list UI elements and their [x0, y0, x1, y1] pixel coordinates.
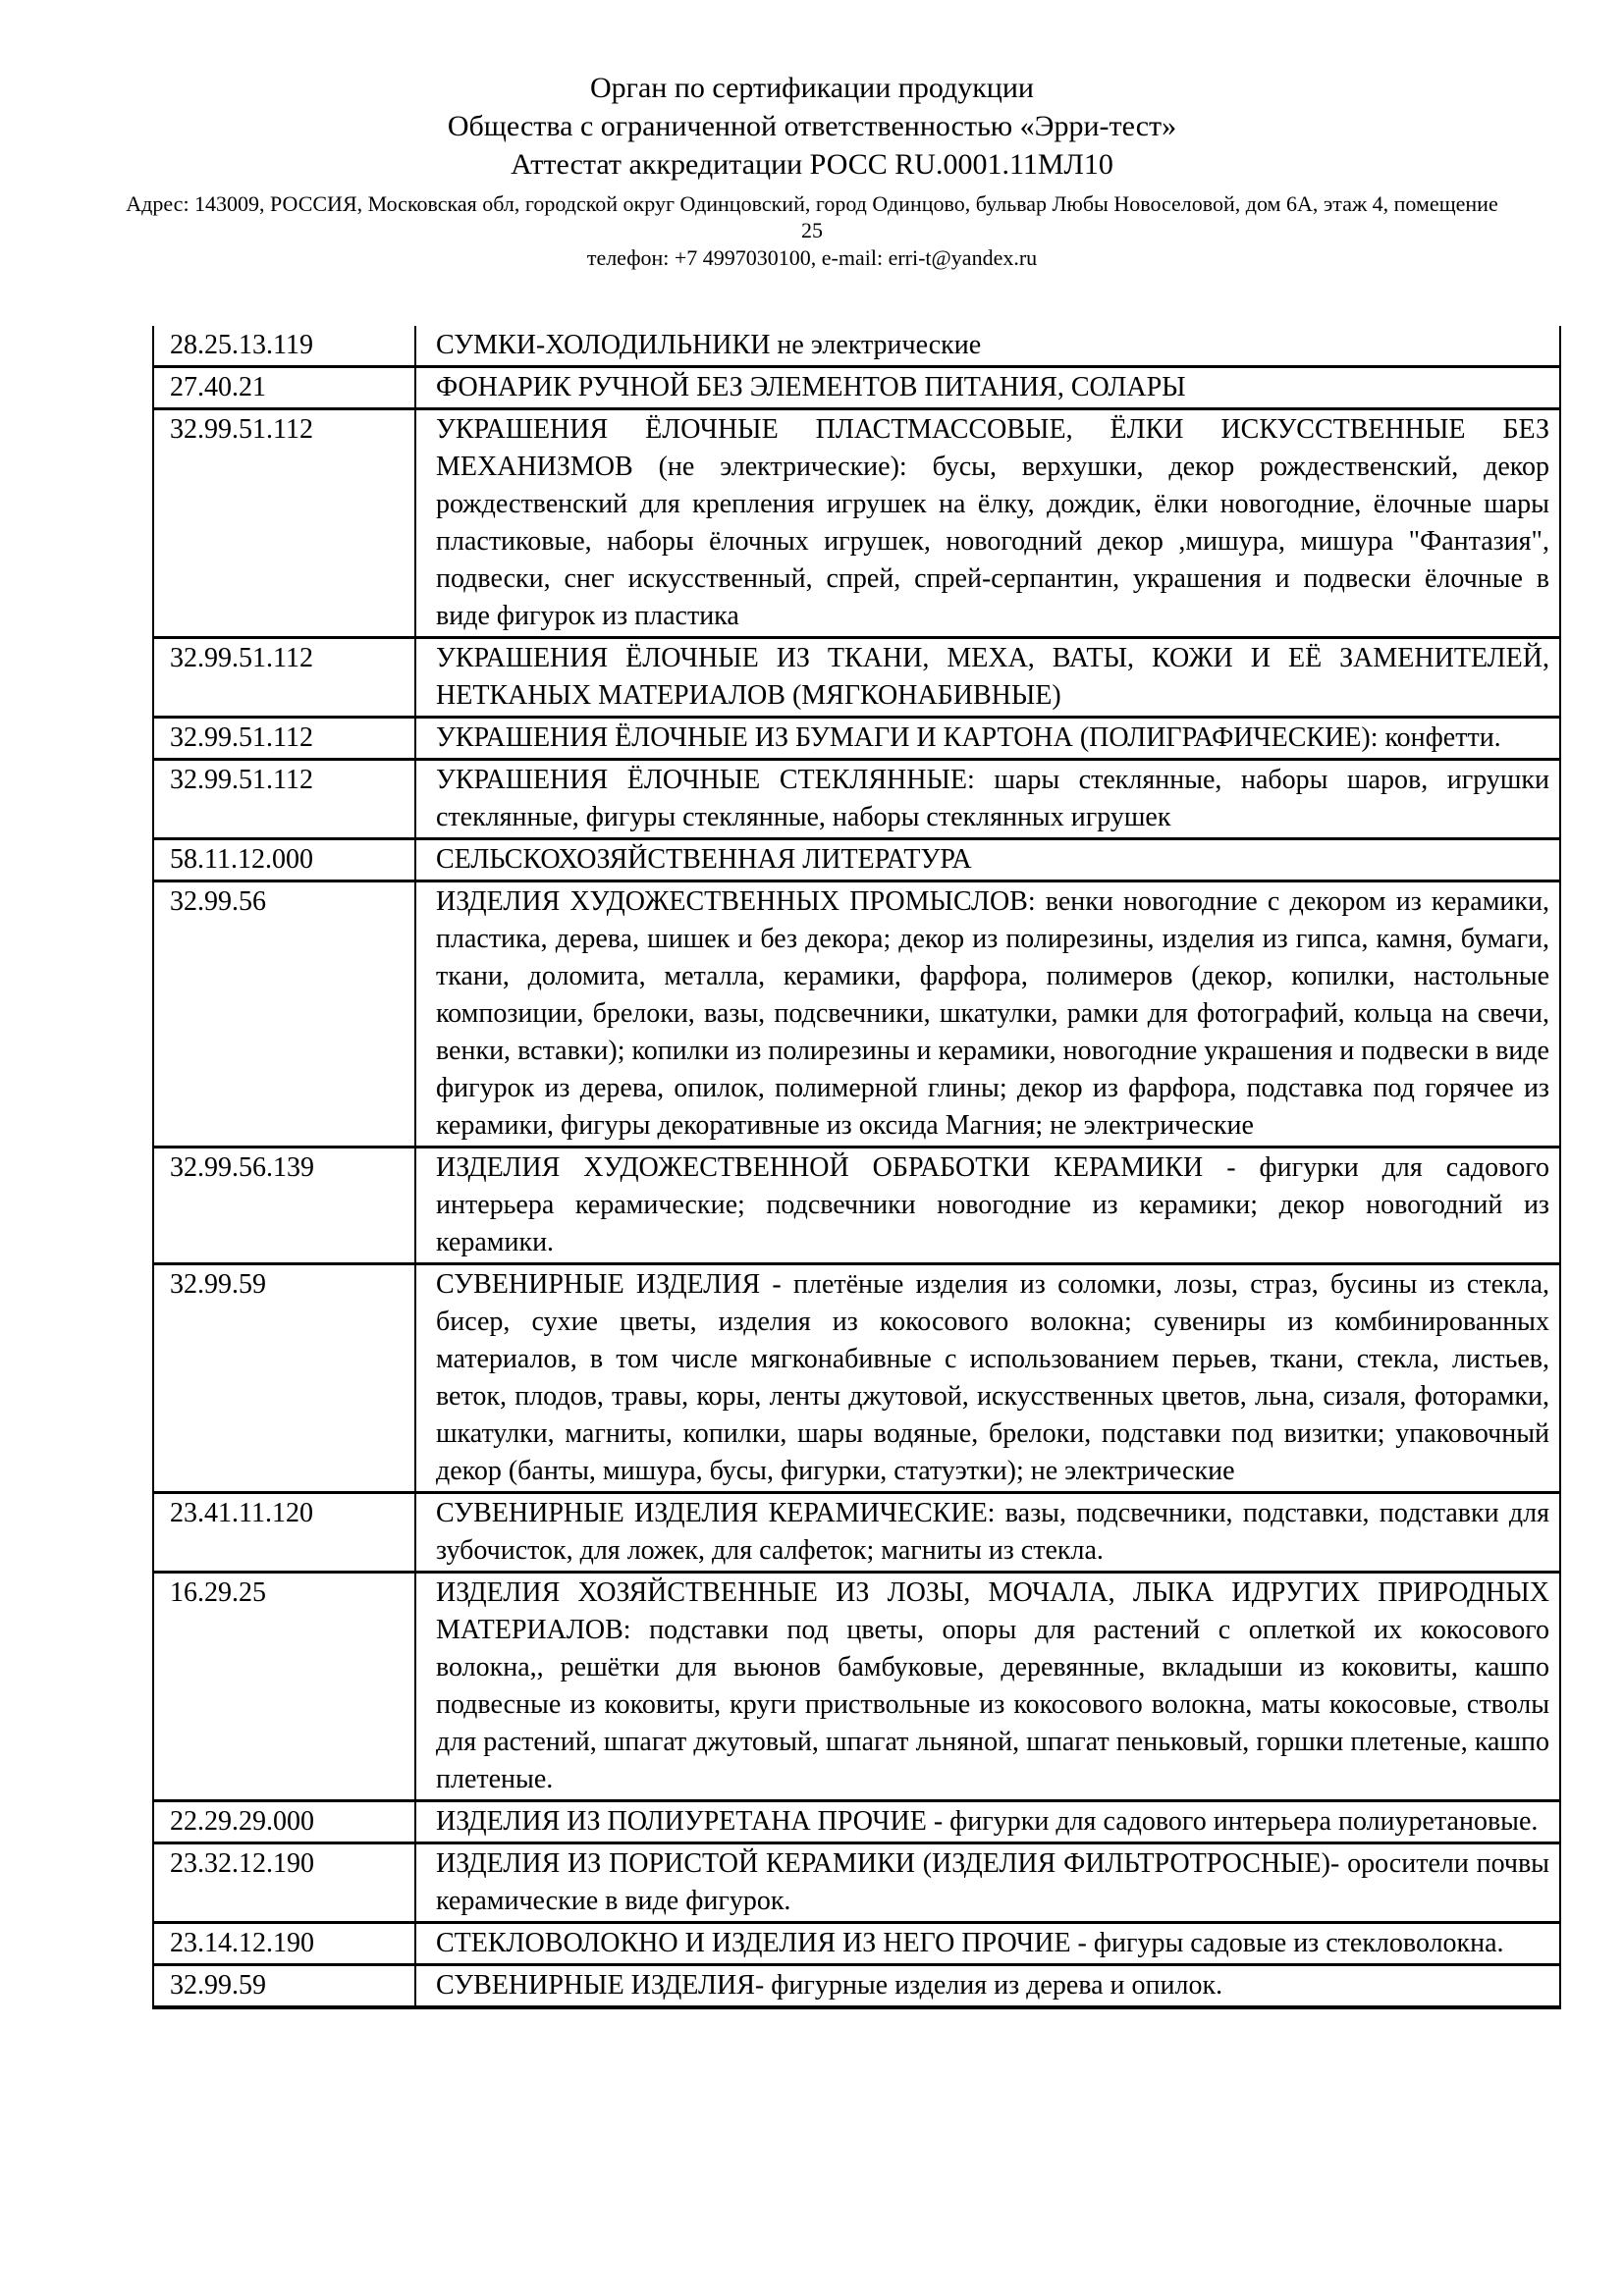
- code-cell: 32.99.56: [153, 881, 415, 1148]
- table-row: [153, 409, 1560, 638]
- code-cell: 32.99.56.139: [153, 1148, 415, 1264]
- description-cell: ФОНАРИК РУЧНОЙ БЕЗ ЭЛЕМЕНТОВ ПИТАНИЯ, СОЛАРЫ: [415, 367, 1560, 409]
- accreditation-line: Аттестат аккредитации РОСС RU.0001.11МЛ10: [511, 148, 1113, 181]
- description-cell: СТЕКЛОВОЛОКНО И ИЗДЕЛИЯ ИЗ НЕГО ПРОЧИЕ - фигуры садовые из стекловолокна.: [415, 1923, 1560, 1965]
- table-row: [153, 1573, 1560, 1801]
- table-row: [153, 326, 1560, 367]
- product-codes-table: [152, 326, 1561, 2009]
- table-row: [153, 1965, 1560, 2008]
- table-row: [153, 1264, 1560, 1493]
- code-cell: 16.29.25: [153, 1573, 415, 1801]
- code-cell: 32.99.59: [153, 1965, 415, 2008]
- code-cell: 23.41.11.120: [153, 1493, 415, 1573]
- description-cell: ИЗДЕЛИЯ ХУДОЖЕСТВЕННОЙ ОБРАБОТКИ КЕРАМИКИ - фигурки для садового интерьера керамические; подсвечники новогодние из керамики; декор новогодний из керамики.: [415, 1148, 1560, 1264]
- code-cell: 22.29.29.000: [153, 1801, 415, 1843]
- code-cell: 32.99.51.112: [153, 409, 415, 638]
- code-cell: 32.99.51.112: [153, 760, 415, 839]
- code-cell: 32.99.51.112: [153, 638, 415, 718]
- org-title-line-2: Общества с ограниченной ответственностью «Эрри-тест»: [447, 110, 1177, 142]
- table-row: [153, 1493, 1560, 1573]
- code-cell: 27.40.21: [153, 367, 415, 409]
- description-cell: ИЗДЕЛИЯ ИЗ ПОЛИУРЕТАНА ПРОЧИЕ - фигурки для садового интерьера полиуретановые.: [415, 1801, 1560, 1843]
- code-cell: 23.32.12.190: [153, 1843, 415, 1923]
- org-contact: телефон: +7 4997030100, e-mail: erri-t@yandex.ru: [586, 245, 1038, 270]
- table-row: [153, 718, 1560, 760]
- description-cell: ИЗДЕЛИЯ ХУДОЖЕСТВЕННЫХ ПРОМЫСЛОВ: венки новогодние с декором из керамики, пластика, дерева, шишек и без декора; декор из полирезины, изделия из гипса, камня, бумаги, ткани, доломита, металла, керамики, фарфора, полимеров (декор, копилки, настольные композиции, брелоки, вазы, подсвечники, шкатулки, рамки для фотографий, кольца на свечи, венки, вставки); копилки из полирезины и керамики, новогодние украшения и подвески в виде фигурок из дерева, опилок, полимерной глины; декор из фарфора, подставка под горячее из керамики, фигуры декоративные из оксида Магния; не электрические: [415, 881, 1560, 1148]
- table-row: [153, 1148, 1560, 1264]
- description-cell: СУВЕНИРНЫЕ ИЗДЕЛИЯ - плетёные изделия из соломки, лозы, страз, бусины из стекла, бисер, сухие цветы, изделия из кокосового волокна; сувениры из комбинированных материалов, в том числе мягконабивные с использованием перьев, ткани, стекла, листьев, веток, плодов, травы, коры, ленты джутовой, искусственных цветов, льна, сизаля, фоторамки, шкатулки, магниты, копилки, шары водяные, брелоки, подставки под визитки; упаковочный декор (банты, мишура, бусы, фигурки, статуэтки); не электрические: [415, 1264, 1560, 1493]
- description-cell: УКРАШЕНИЯ ЁЛОЧНЫЕ ИЗ ТКАНИ, МЕХА, ВАТЫ, КОЖИ И ЕЁ ЗАМЕНИТЕЛЕЙ, НЕТКАНЫХ МАТЕРИАЛОВ (МЯГКОНАБИВНЫЕ): [415, 638, 1560, 718]
- description-cell: УКРАШЕНИЯ ЁЛОЧНЫЕ ИЗ БУМАГИ И КАРТОНА (ПОЛИГРАФИЧЕСКИЕ): конфетти.: [415, 718, 1560, 760]
- code-cell: 58.11.12.000: [153, 839, 415, 881]
- table-row: [153, 638, 1560, 718]
- description-cell: УКРАШЕНИЯ ЁЛОЧНЫЕ ПЛАСТМАССОВЫЕ, ЁЛКИ ИСКУССТВЕННЫЕ БЕЗ МЕХАНИЗМОВ (не электрические): бусы, верхушки, декор рождественский, декор рождественский для крепления игрушек на ёлку, дождик, ёлки новогодние, ёлочные шары пластиковые, наборы ёлочных игрушек, новогодний декор ,мишура, мишура "Фантазия", подвески, снег искусственный, спрей, спрей-серпантин, украшения и подвески ёлочные в виде фигурок из пластика: [415, 409, 1560, 638]
- code-cell: 28.25.13.119: [153, 326, 415, 367]
- table-row: [153, 1801, 1560, 1843]
- description-cell: СЕЛЬСКОХОЗЯЙСТВЕННАЯ ЛИТЕРАТУРА: [415, 839, 1560, 881]
- table-row: [153, 367, 1560, 409]
- table-row: [153, 881, 1560, 1148]
- table-row: [153, 1843, 1560, 1923]
- code-cell: 23.14.12.190: [153, 1923, 415, 1965]
- code-cell: 32.99.59: [153, 1264, 415, 1493]
- org-title-line-1: Орган по сертификации продукции: [590, 72, 1034, 104]
- description-cell: УКРАШЕНИЯ ЁЛОЧНЫЕ СТЕКЛЯННЫЕ: шары стеклянные, наборы шаров, игрушки стеклянные, фигуры стеклянные, наборы стеклянных игрушек: [415, 760, 1560, 839]
- org-address: Адрес: 143009, РОССИЯ, Московская обл, городской округ Одинцовский, город Одинцово, бульвар Любы Новоселовой, дом 6А, этаж 4, помещение 25: [126, 191, 1498, 242]
- table-row: [153, 1923, 1560, 1965]
- product-table-body: [153, 326, 1560, 2007]
- description-cell: СУМКИ-ХОЛОДИЛЬНИКИ не электрические: [415, 326, 1560, 367]
- description-cell: ИЗДЕЛИЯ ХОЗЯЙСТВЕННЫЕ ИЗ ЛОЗЫ, МОЧАЛА, ЛЫКА ИДРУГИХ ПРИРОДНЫХ МАТЕРИАЛОВ: подставки под цветы, опоры для растений с оплеткой их кокосового волокна,, решётки для вьюнов бамбуковые, деревянные, вкладыши из коковиты, кашпо подвесные из коковиты, круги приствольные из кокосового волокна, маты кокосовые, стволы для растений, шпагат джутовый, шпагат льняной, шпагат пеньковый, горшки плетеные, кашпо плетеные.: [415, 1573, 1560, 1801]
- document-header: [0, 0, 1624, 271]
- table-row: [153, 760, 1560, 839]
- description-cell: СУВЕНИРНЫЕ ИЗДЕЛИЯ КЕРАМИЧЕСКИЕ: вазы, подсвечники, подставки, подставки для зубочисток, для ложек, для салфеток; магниты из стекла.: [415, 1493, 1560, 1573]
- description-cell: СУВЕНИРНЫЕ ИЗДЕЛИЯ- фигурные изделия из дерева и опилок.: [415, 1965, 1560, 2008]
- table-row: [153, 839, 1560, 881]
- code-cell: 32.99.51.112: [153, 718, 415, 760]
- description-cell: ИЗДЕЛИЯ ИЗ ПОРИСТОЙ КЕРАМИКИ (ИЗДЕЛИЯ ФИЛЬТРОТРОСНЫЕ)- оросители почвы керамические в виде фигурок.: [415, 1843, 1560, 1923]
